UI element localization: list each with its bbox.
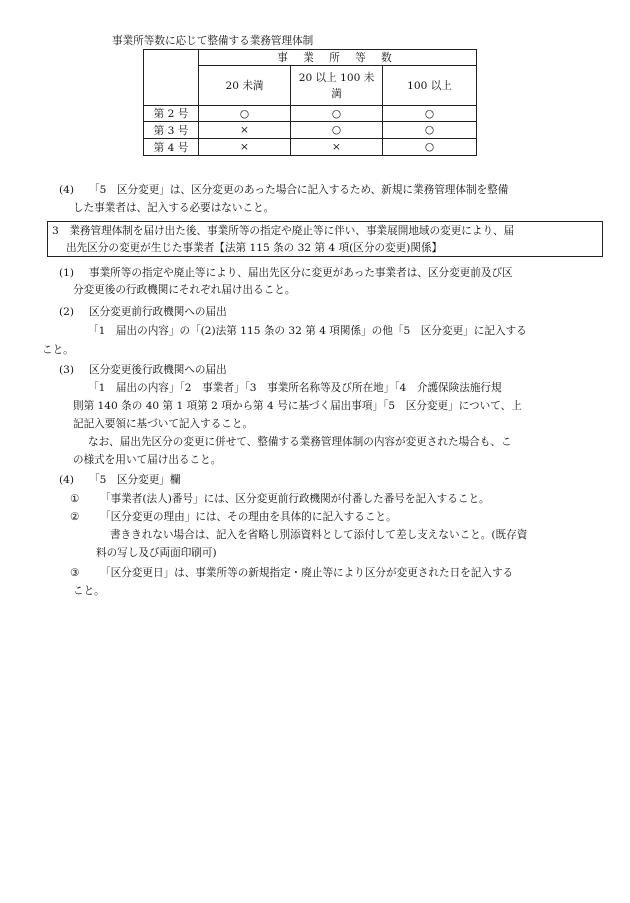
table-cell: ○ [383, 139, 477, 156]
table-cell: ○ [199, 106, 291, 122]
table-cell: ○ [291, 106, 383, 122]
section-3-heading-line: 出先区分の変更が生じた事業者【法第 115 条の 32 第 4 項(区分の変更)関係】 [66, 242, 443, 254]
table-cell: × [291, 139, 383, 156]
table-title: 事業所等数に応じて整備する業務管理体制 [112, 35, 314, 47]
item-3-line: の様式を用いて届け出ること。 [73, 454, 222, 466]
sub-item-3-line: こと。 [73, 585, 105, 597]
table-row [144, 106, 477, 122]
table-row-label: 第 4 号 [144, 139, 199, 156]
table-row [144, 122, 477, 139]
table-col-header-100-plus: 100 以上 [383, 66, 477, 106]
item-2-number: (2) [59, 306, 75, 318]
table-col-header-under-20: 20 未満 [199, 66, 291, 106]
management-system-table [143, 49, 477, 156]
item-1-line: 事業所等の指定や廃止等により、届出先区分に変更があった事業者は、区分変更前及び区 [89, 267, 513, 279]
sub-item-3-mark: ③ [70, 567, 80, 579]
table-row-label: 第 2 号 [144, 106, 199, 122]
item-3-line: 則第 140 条の 40 第 1 項第 2 項から第 4 号に基づく届出事項」「5 区分変更」について、上 [73, 400, 522, 412]
table-header-row [144, 50, 477, 66]
item-3-line: 「1 届出の内容」「2 事業者」「3 事業所名称等及び所在地」「4 介護保険法施行規 [88, 382, 502, 394]
item-3-number: (3) [59, 364, 75, 376]
table-cell: × [199, 139, 291, 156]
item-3-line: なお、届出先区分の変更に併せて、整備する業務管理体制の内容が変更された場合も、こ [88, 436, 512, 448]
table-col-header-line: 満 [331, 87, 342, 100]
table-col-header-line: 20 以上 100 未 [298, 71, 375, 84]
table-col-header-20-to-100 [291, 66, 383, 106]
note-4-line: した事業者は、記入する必要はないこと。 [73, 202, 275, 214]
item-3-line: 記記入要領に基づいて記入すること。 [73, 418, 254, 430]
sub-item-2-line: 書ききれない場合は、記入を省略し別添資料として添付して差し支えないこと。(既存資 [110, 529, 528, 541]
sub-item-2-mark: ② [70, 511, 80, 523]
table-row-label: 第 3 号 [144, 122, 199, 139]
item-2-line: 「1 届出の内容」の「(2)法第 115 条の 32 第 4 項関係」の他「5 区分変更」に記入する [88, 325, 527, 337]
sub-item-2-line: 料の写し及び両面印刷可) [96, 547, 217, 559]
table-corner-cell [144, 50, 199, 106]
item-4-heading: 「5 区分変更」欄 [89, 474, 181, 486]
table-cell: ○ [383, 122, 477, 139]
item-2-line: こと。 [42, 344, 74, 356]
item-1-number: (1) [59, 267, 75, 279]
item-2-heading: 区分変更前行政機関への届出 [89, 306, 227, 318]
table-cell: ○ [291, 122, 383, 139]
section-3-heading-line: 3 業務管理体制を届け出た後、事業所等の指定や廃止等に伴い、事業展開地域の変更により、届 [52, 225, 515, 237]
table-group-header: 事 業 所 等 数 [199, 50, 477, 66]
table-row [144, 139, 477, 156]
table-cell: ○ [383, 106, 477, 122]
note-4-number: (4) [59, 184, 75, 196]
item-1-line: 分変更後の行政機関にそれぞれ届け出ること。 [73, 284, 296, 296]
sub-item-3-text: 「区分変更日」は、事業所等の新規指定・廃止等により区分が変更された日を記入する [100, 567, 514, 579]
note-4-line: 「5 区分変更」は、区分変更のあった場合に記入するため、新規に業務管理体制を整備 [89, 184, 509, 196]
sub-item-1-text: 「事業者(法人)番号」には、区分変更前行政機関が付番した番号を記入すること。 [100, 493, 490, 505]
sub-item-1-mark: ① [70, 493, 80, 505]
sub-item-2-text: 「区分変更の理由」には、その理由を具体的に記入すること。 [100, 511, 397, 523]
item-3-heading: 区分変更後行政機関への届出 [89, 364, 227, 376]
table-cell: × [199, 122, 291, 139]
item-4-number: (4) [59, 474, 75, 486]
